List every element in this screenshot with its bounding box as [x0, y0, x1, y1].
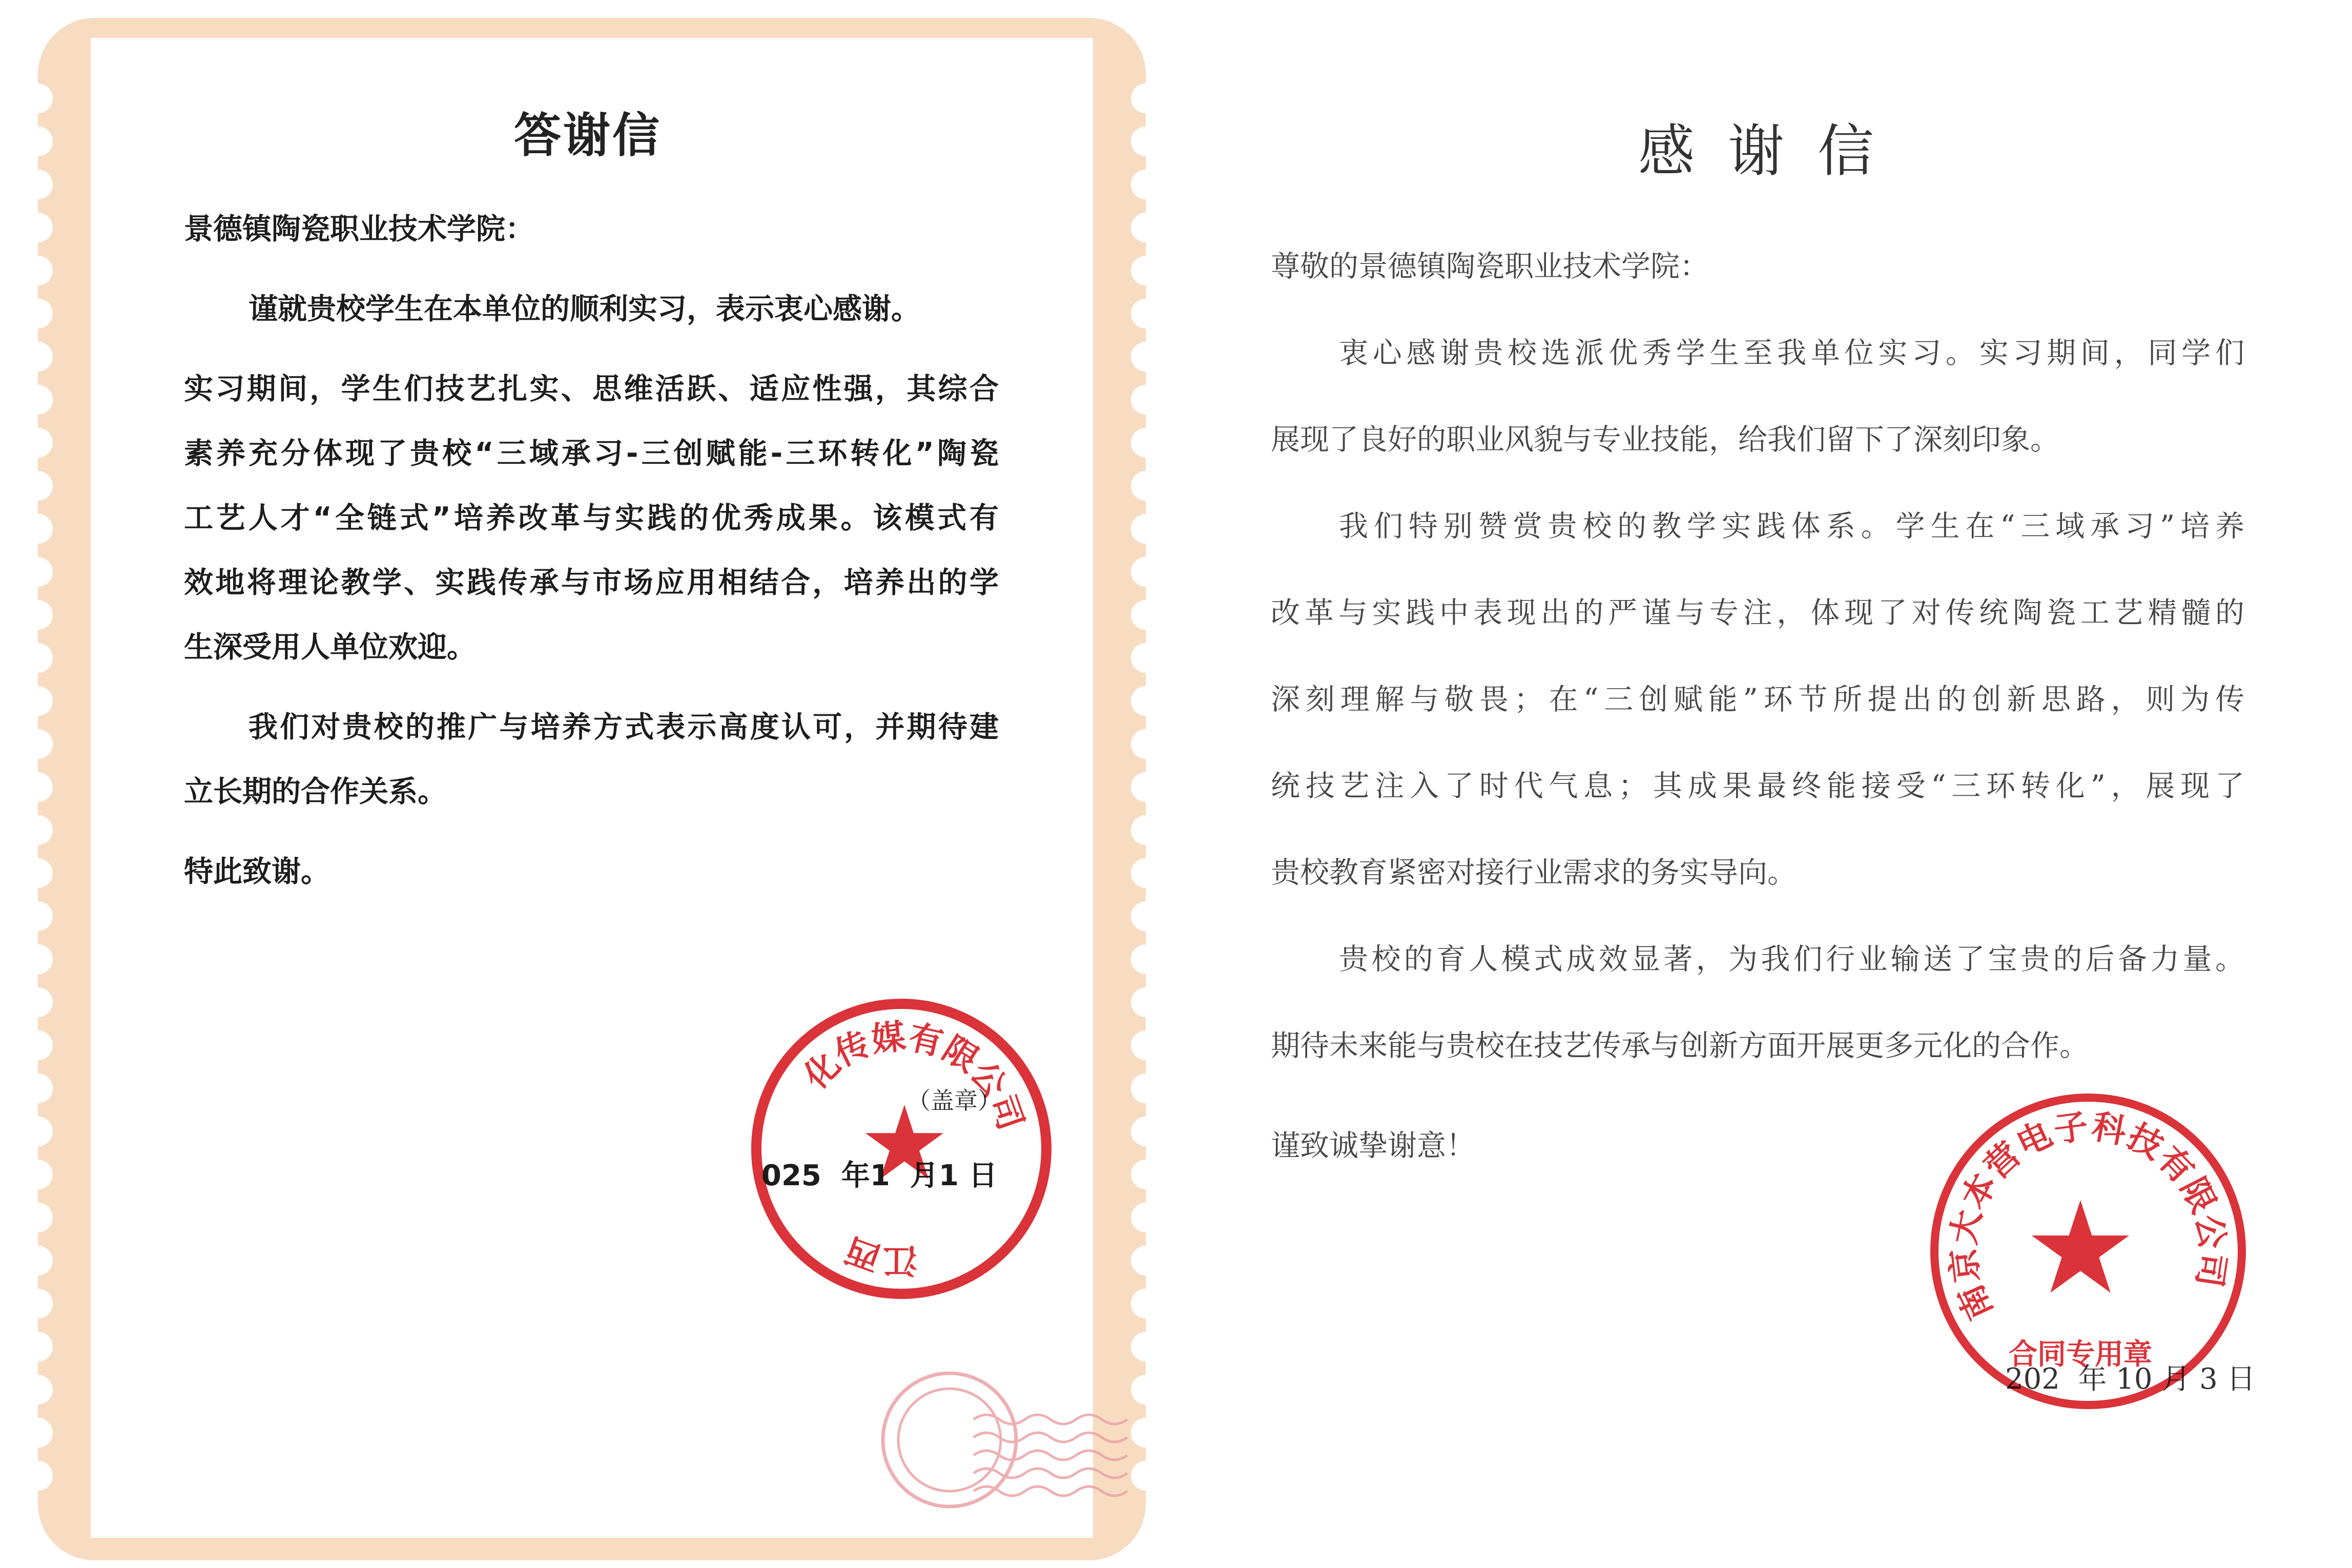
left-paragraph-1	[184, 277, 999, 341]
text-line: 衷心感谢贵校选派优秀学生至我单位实习。实习期间，同学们	[1339, 336, 2244, 370]
text-line: 贵校的育人模式成效显著，为我们行业输送了宝贵的后备力量。	[1339, 942, 2244, 976]
left-letter-title: 答谢信	[513, 108, 662, 163]
text-line: 素养充分体现了贵校“三域承习-三创赋能-三环转化”陶瓷	[184, 437, 999, 470]
right-letter-title: 感 谢 信	[1638, 118, 1874, 184]
text-line: 工艺人才“全链式”培养改革与实践的优秀成果。该模式有	[184, 501, 999, 535]
red-star-icon	[865, 1105, 943, 1179]
text-line: 改革与实践中表现出的严谨与专注，体现了对传统陶瓷工艺精髓的	[1271, 596, 2244, 630]
text-line: 我们特别赞赏贵校的教学实践体系。学生在“三域承习”培养	[1339, 509, 2244, 543]
stamp-perforation-right	[1130, 77, 1161, 1497]
right-paragraph-1	[1271, 310, 2244, 483]
seal-bottom-lettering-path: 江西	[840, 1229, 918, 1281]
seal-arc-lettering-path: 化传媒有限公司	[796, 1016, 1031, 1135]
text-line: 特此致谢。	[184, 855, 330, 889]
text-line: 谨就贵校学生在本单位的顺利实习，表示衷心感谢。	[249, 292, 920, 326]
stamp-perforation-left	[23, 77, 53, 1497]
left-letter-salutation: 景德镇陶瓷职业技术学院：	[184, 212, 534, 246]
left-letter-body	[184, 197, 999, 904]
seal-bottom-lettering	[841, 1229, 918, 1280]
right-company-seal	[1924, 1087, 2252, 1415]
right-paragraph-3	[1271, 916, 2244, 1089]
left-paragraph-3	[184, 695, 999, 824]
text-line: 我们对贵校的推广与培养方式表示高度认可，并期待建	[249, 710, 999, 744]
text-line: 立长期的合作关系。	[184, 775, 447, 809]
seal-arc-lettering-path: 南京大本营电子科技有限公司	[1943, 1106, 2233, 1326]
text-line: 展现了良好的职业风貌与专业技能，给我们留下了深刻印象。	[1271, 423, 2059, 457]
text-line: 生深受用人单位欢迎。	[184, 630, 476, 664]
text-line: 贵校教育紧密对接行业需求的务实导向。	[1271, 856, 1797, 890]
right-letter-salutation: 尊敬的景德镇陶瓷职业技术学院：	[1271, 250, 1709, 283]
left-company-seal	[748, 995, 1055, 1303]
seal-note: （盖章）	[907, 1087, 1001, 1115]
text-line: 效地将理论教学、实践传承与市场应用相结合，培养出的学	[184, 566, 999, 600]
seal-bottom-lettering: 合同专用章	[2009, 1338, 2152, 1371]
text-line: 期待未来能与贵校在技艺传承与创新方面开展更多元化的合作。	[1271, 1029, 2089, 1063]
text-line: 深刻理解与敬畏；在“三创赋能”环节所提出的创新思路，则为传	[1271, 683, 2244, 716]
text-line: 统技艺注入了时代气息；其成果最终能接受“三环转化”，展现了	[1271, 769, 2244, 803]
left-paragraph-2	[184, 357, 999, 679]
left-letter-date: 025 年1 月1 日	[761, 1159, 998, 1192]
postmark-icon	[871, 1353, 1138, 1537]
text-line: 实习期间，学生们技艺扎实、思维活跃、适应性强，其综合	[184, 372, 999, 406]
right-paragraph-2	[1271, 483, 2244, 916]
red-star-icon	[2032, 1200, 2129, 1293]
left-paragraph-closing	[184, 839, 999, 904]
right-letter-date: 202 年 10 月 3 日	[2005, 1363, 2256, 1396]
right-letter-body	[1271, 223, 2244, 1189]
right-letter-closing: 谨致诚挚谢意！	[1271, 1129, 1475, 1163]
